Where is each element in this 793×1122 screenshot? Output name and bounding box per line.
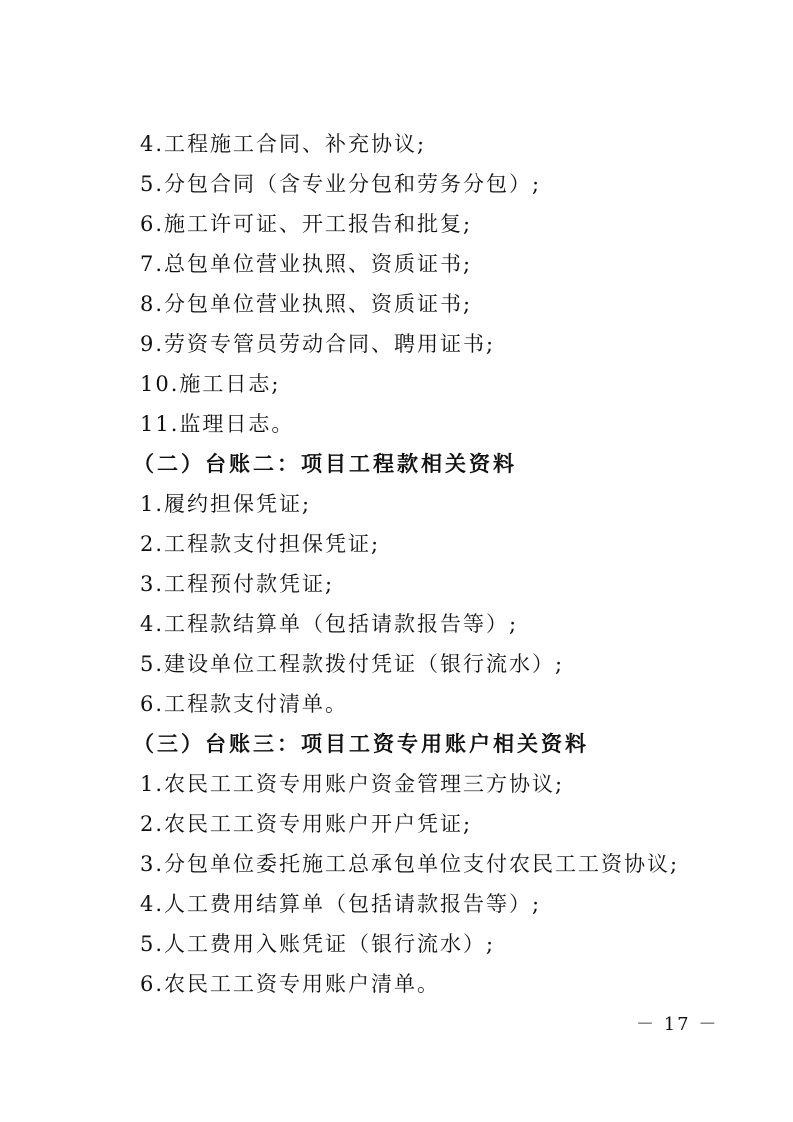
list-item: 10.施工日志; [140, 372, 281, 396]
list-item: 8.分包单位营业执照、资质证书; [140, 292, 473, 316]
section-three-heading: （三）台账三：项目工资专用账户相关资料 [133, 731, 589, 756]
list-item: 1.农民工工资专用账户资金管理三方协议; [140, 772, 565, 796]
list-item: 5.人工费用入账凭证（银行流水）; [140, 932, 496, 956]
list-item: 4.工程施工合同、补充协议; [140, 132, 427, 156]
list-item: 11.监理日志。 [140, 412, 295, 436]
list-item: 9.劳资专管员劳动合同、聘用证书; [140, 332, 496, 356]
section-two-heading: （二）台账二：项目工程款相关资料 [133, 451, 517, 476]
list-item: 7.总包单位营业执照、资质证书; [140, 252, 473, 276]
list-item: 2.农民工工资专用账户开户凭证; [140, 812, 473, 836]
list-item: 5.建设单位工程款拨付凭证（银行流水）; [140, 652, 565, 676]
page-number: － 17 － [636, 1014, 719, 1035]
list-item: 6.农民工工资专用账户清单。 [140, 972, 441, 996]
list-item: 6.施工许可证、开工报告和批复; [140, 212, 473, 236]
list-item: 4.人工费用结算单（包括请款报告等）; [140, 892, 542, 916]
list-item: 4.工程款结算单（包括请款报告等）; [140, 612, 519, 636]
list-item: 3.分包单位委托施工总承包单位支付农民工工资协议; [140, 852, 680, 876]
list-item: 6.工程款支付清单。 [140, 692, 349, 716]
list-item: 2.工程款支付担保凭证; [140, 532, 381, 556]
list-item: 1.履约担保凭证; [140, 492, 312, 516]
list-item: 5.分包合同（含专业分包和劳务分包）; [140, 172, 542, 196]
list-item: 3.工程预付款凭证; [140, 572, 335, 596]
